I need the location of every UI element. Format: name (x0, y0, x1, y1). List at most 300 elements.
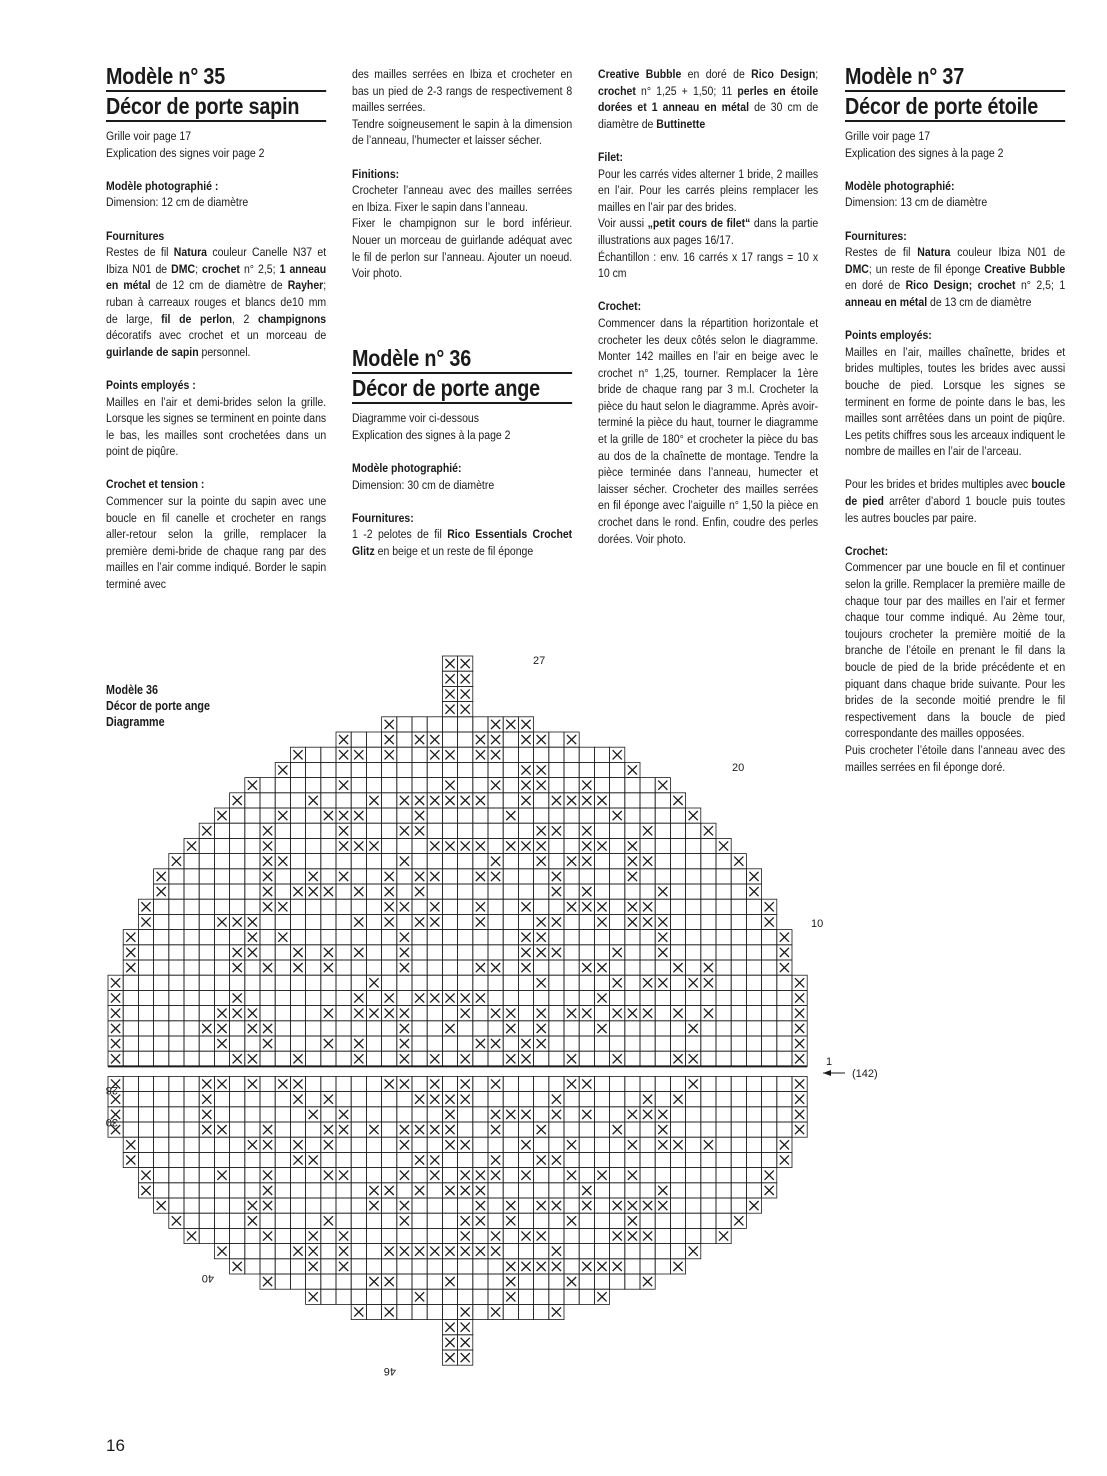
grid-cell (579, 1051, 594, 1066)
filled-cell-mark (354, 750, 363, 759)
filled-cell-mark (704, 963, 713, 972)
grid-cell (610, 1092, 625, 1107)
grid-cell (184, 1213, 199, 1228)
grid-cell (473, 1289, 488, 1304)
filled-cell-mark (491, 872, 500, 881)
grid-cell (412, 717, 427, 732)
grid-cell (169, 1122, 184, 1137)
filled-cell-mark (521, 781, 530, 790)
grid-cell (230, 854, 245, 869)
grid-cell (290, 1274, 305, 1289)
grid-cell (214, 930, 229, 945)
filled-cell-mark (263, 841, 272, 850)
filled-cell-mark (309, 872, 318, 881)
grid-cell (184, 990, 199, 1005)
grid-cell (473, 1006, 488, 1021)
filled-cell-mark (430, 917, 439, 926)
filled-cell-mark (445, 689, 454, 698)
grid-cell (306, 1183, 321, 1198)
filled-cell-mark (552, 1247, 561, 1256)
grid-cell (275, 1021, 290, 1036)
grid-cell (154, 1107, 169, 1122)
filled-cell-mark (263, 1024, 272, 1033)
filled-cell-mark (445, 1110, 454, 1119)
filled-cell-mark (582, 963, 591, 972)
grid-cell (275, 884, 290, 899)
filled-cell-mark (658, 1110, 667, 1119)
grid-cell (214, 1228, 229, 1243)
filled-cell-mark (795, 1054, 804, 1063)
grid-cell (549, 1183, 564, 1198)
grid-cell (762, 1137, 777, 1152)
grid-cell (382, 1051, 397, 1066)
grid-cell (382, 1259, 397, 1274)
grid-cell (245, 1107, 260, 1122)
modele-35-continued: des mailles serrées en Ibiza et crocheter en bas un pied de 2-3 rangs de respectivement 8 mailles serrées. Tendre soigneusement le sapin à la dimension de l’anneau, l’humecter et laisser sécher. (352, 67, 573, 148)
grid-cell (534, 960, 549, 975)
grid-cell (336, 1036, 351, 1051)
grid-cell (138, 945, 153, 960)
filled-cell-mark (324, 1125, 333, 1134)
grid-cell (746, 960, 761, 975)
grid-cell (169, 975, 184, 990)
grid-cell (594, 854, 609, 869)
grid-cell (306, 808, 321, 823)
grid-cell (746, 1152, 761, 1167)
grid-cell (275, 1168, 290, 1183)
grid-cell (458, 1289, 473, 1304)
filled-cell-mark (430, 750, 439, 759)
grid-cell (275, 945, 290, 960)
modele-36-crochet: Crochet: Commencer dans la répartition horizontale et crocheter les deux côtés selon le diagramme. Monter 142 mailles en l’air en beige avec le crochet n° 1,25, tourner. Remplacer la 1ère bride de chaque rang par 3 m.l. Crocheter la pièce du haut selon le diagramme. Après avoir-terminé la pièce du haut, tourner le diagramme et la grille de 180° et crocheter la pièce du bas au dos de la chaînette de montage. Tendre la pièce terminée dans l’anneau, humecter et laisser sécher. Crocheter des mailles serrées en fil éponge avec l’aiguille n° 1,50 la pièce en crochet dans le rond. Enfin, coudre des perles dorées. Voir photo. (598, 299, 819, 546)
filled-cell-mark (461, 1140, 470, 1149)
grid-cell (518, 1183, 533, 1198)
grid-cell (184, 854, 199, 869)
grid-cell (442, 1228, 457, 1243)
grid-cell (640, 990, 655, 1005)
filled-cell-mark (202, 1079, 211, 1088)
filled-cell-mark (643, 1095, 652, 1104)
grid-cell (366, 1051, 381, 1066)
grid-cell (731, 884, 746, 899)
filled-cell-mark (430, 841, 439, 850)
grid-cell (488, 838, 503, 853)
filled-cell-mark (339, 781, 348, 790)
grid-cell (777, 1021, 792, 1036)
grid-cell (199, 899, 214, 914)
grid-cell (321, 762, 336, 777)
grid-cell (306, 960, 321, 975)
grid-cell (275, 975, 290, 990)
grid-cell (290, 1213, 305, 1228)
grid-cell (245, 975, 260, 990)
grid-cell (442, 1076, 457, 1091)
filled-cell-mark (567, 902, 576, 911)
modele-37-pied: Pour les brides et brides multiples avec boucle de pied arrêter d’abord 1 boucle puis toutes les autres boucles par paire. (845, 477, 1066, 525)
filled-cell-mark (719, 1231, 728, 1240)
grid-cell (442, 854, 457, 869)
grid-cell (351, 1076, 366, 1091)
grid-cell (199, 869, 214, 884)
grid-cell (442, 717, 457, 732)
grid-cell (594, 884, 609, 899)
grid-cell (701, 1213, 716, 1228)
grid-cell (184, 960, 199, 975)
filled-cell-mark (400, 1079, 409, 1088)
grid-cell (579, 1244, 594, 1259)
grid-cell (458, 899, 473, 914)
grid-cell (473, 1092, 488, 1107)
grid-cell (625, 1021, 640, 1036)
filled-cell-mark (461, 1307, 470, 1316)
grid-cell (731, 960, 746, 975)
grid-cell (169, 869, 184, 884)
grid-cell (351, 1137, 366, 1152)
grid-cell (549, 975, 564, 990)
grid-cell (184, 1122, 199, 1137)
grid-cell (275, 778, 290, 793)
grid-cell (579, 1152, 594, 1167)
grid-cell (366, 1137, 381, 1152)
grid-cell (579, 945, 594, 960)
filled-cell-mark (537, 1201, 546, 1210)
grid-cell (686, 823, 701, 838)
grid-cell (610, 990, 625, 1005)
filled-cell-mark (369, 978, 378, 987)
grid-cell (746, 899, 761, 914)
grid-cell (138, 1006, 153, 1021)
grid-cell (245, 823, 260, 838)
grid-cell (610, 1213, 625, 1228)
grid-cell (169, 1137, 184, 1152)
grid-cell (382, 945, 397, 960)
grid-cell (670, 1122, 685, 1137)
stitch-count: (142) (852, 1068, 878, 1080)
grid-cell (503, 1122, 518, 1137)
filled-cell-mark (369, 1125, 378, 1134)
filled-cell-mark (643, 826, 652, 835)
grid-cell (579, 975, 594, 990)
grid-cell (123, 990, 138, 1005)
filled-cell-mark (293, 887, 302, 896)
grid-cell (290, 869, 305, 884)
filled-cell-mark (491, 1079, 500, 1088)
filled-cell-mark (521, 1110, 530, 1119)
filled-cell-mark (400, 1201, 409, 1210)
filled-cell-mark (430, 872, 439, 881)
filled-cell-mark (430, 1054, 439, 1063)
filled-cell-mark (491, 1307, 500, 1316)
column-modele-36 (352, 66, 572, 576)
grid-cell (549, 1021, 564, 1036)
grid-cell (670, 854, 685, 869)
grid-cell (245, 1092, 260, 1107)
filled-cell-mark (597, 841, 606, 850)
row-label-46: 46 (383, 1365, 396, 1377)
filled-cell-mark (248, 1079, 257, 1088)
grid-cell (306, 945, 321, 960)
filled-cell-mark (491, 1125, 500, 1134)
grid-cell (123, 1107, 138, 1122)
grid-cell (640, 1137, 655, 1152)
filled-cell-mark (445, 1338, 454, 1347)
grid-cell (366, 1289, 381, 1304)
grid-cell (534, 884, 549, 899)
grid-cell (199, 1183, 214, 1198)
grid-cell (397, 747, 412, 762)
filled-cell-mark (506, 1216, 515, 1225)
filled-cell-mark (445, 1323, 454, 1332)
filled-cell-mark (354, 993, 363, 1002)
grid-cell (488, 1213, 503, 1228)
filled-cell-mark (673, 1140, 682, 1149)
grid-cell (686, 1036, 701, 1051)
grid-cell (564, 1228, 579, 1243)
grid-cell (746, 1051, 761, 1066)
grid-cell (154, 1021, 169, 1036)
grid-cell (214, 1213, 229, 1228)
grid-cell (655, 960, 670, 975)
filled-cell-mark (430, 993, 439, 1002)
grid-cell (275, 1274, 290, 1289)
grid-cell (488, 914, 503, 929)
grid-cell (275, 914, 290, 929)
grid-cell (640, 1183, 655, 1198)
filled-cell-mark (461, 1171, 470, 1180)
grid-cell (625, 778, 640, 793)
grid-cell (534, 869, 549, 884)
grid-cell (366, 1152, 381, 1167)
filled-cell-mark (628, 1201, 637, 1210)
grid-cell (306, 778, 321, 793)
grid-cell (473, 1228, 488, 1243)
filled-cell-mark (445, 1095, 454, 1104)
filled-cell-mark (430, 1247, 439, 1256)
grid-cell (534, 990, 549, 1005)
grid-cell (442, 732, 457, 747)
grid-cell (594, 1076, 609, 1091)
grid-cell (488, 884, 503, 899)
grid-cell (655, 1006, 670, 1021)
grid-cell (610, 823, 625, 838)
grid-cell (397, 1304, 412, 1319)
grid-cell (686, 854, 701, 869)
filled-cell-mark (658, 1186, 667, 1195)
grid-cell (670, 808, 685, 823)
grid-cell (184, 945, 199, 960)
grid-cell (184, 1107, 199, 1122)
grid-cell (397, 778, 412, 793)
filled-cell-mark (293, 963, 302, 972)
grid-cell (336, 1183, 351, 1198)
grid-cell (336, 1006, 351, 1021)
filled-cell-mark (476, 902, 485, 911)
grid-cell (701, 1228, 716, 1243)
grid-cell (138, 1021, 153, 1036)
grid-cell (336, 793, 351, 808)
grid-cell (412, 1228, 427, 1243)
grid-cell (199, 1137, 214, 1152)
filled-cell-mark (658, 887, 667, 896)
filled-cell-mark (567, 1140, 576, 1149)
filled-cell-mark (126, 963, 135, 972)
grid-cell (777, 975, 792, 990)
grid-cell (731, 1006, 746, 1021)
grid-cell (366, 854, 381, 869)
grid-cell (655, 899, 670, 914)
filled-cell-mark (248, 933, 257, 942)
grid-cell (336, 1213, 351, 1228)
grid-cell (230, 1076, 245, 1091)
filled-cell-mark (749, 1201, 758, 1210)
grid-cell (336, 1021, 351, 1036)
grid-cell (655, 1228, 670, 1243)
grid-cell (534, 1213, 549, 1228)
filled-cell-mark (506, 1262, 515, 1271)
filled-cell-mark (461, 796, 470, 805)
grid-cell (306, 930, 321, 945)
filled-cell-mark (445, 796, 454, 805)
grid-cell (716, 914, 731, 929)
grid-cell (199, 1213, 214, 1228)
filled-cell-mark (476, 1216, 485, 1225)
filled-cell-mark (141, 917, 150, 926)
grid-cell (169, 1021, 184, 1036)
filled-cell-mark (111, 993, 120, 1002)
grid-cell (670, 914, 685, 929)
grid-cell (594, 1137, 609, 1152)
grid-cell (169, 914, 184, 929)
grid-cell (442, 808, 457, 823)
grid-cell (169, 1183, 184, 1198)
filled-cell-mark (430, 1095, 439, 1104)
filled-cell-mark (369, 1186, 378, 1195)
grid-cell (670, 838, 685, 853)
grid-cell (625, 975, 640, 990)
filled-cell-mark (734, 1216, 743, 1225)
grid-cell (549, 1036, 564, 1051)
grid-cell (154, 1122, 169, 1137)
grid-cell (473, 1107, 488, 1122)
grid-cell (154, 899, 169, 914)
grid-cell (184, 1198, 199, 1213)
grid-cell (442, 1051, 457, 1066)
filled-cell-mark (552, 948, 561, 957)
grid-cell (184, 1021, 199, 1036)
grid-cell (336, 762, 351, 777)
grid-cell (518, 1274, 533, 1289)
grid-cell (488, 823, 503, 838)
grid-cell (427, 945, 442, 960)
grid-cell (427, 854, 442, 869)
filled-cell-mark (537, 978, 546, 987)
filled-cell-mark (537, 1125, 546, 1134)
grid-cell (625, 808, 640, 823)
filled-cell-mark (613, 1201, 622, 1210)
grid-cell (169, 930, 184, 945)
grid-cell (442, 899, 457, 914)
filled-cell-mark (613, 1231, 622, 1240)
grid-cell (412, 1259, 427, 1274)
grid-cell (655, 990, 670, 1005)
grid-cell (731, 1036, 746, 1051)
grid-cell (382, 762, 397, 777)
modele-37-photo: Modèle photographié: Dimension: 13 cm de diamètre (845, 178, 988, 210)
grid-cell (610, 1137, 625, 1152)
grid-cell (701, 1198, 716, 1213)
grid-cell (199, 1228, 214, 1243)
grid-cell (336, 990, 351, 1005)
grid-cell (564, 747, 579, 762)
grid-cell (321, 1021, 336, 1036)
grid-cell (138, 975, 153, 990)
filled-cell-mark (217, 811, 226, 820)
grid-cell (154, 1152, 169, 1167)
grid-cell (275, 1244, 290, 1259)
grid-cell (397, 1274, 412, 1289)
grid-cell (351, 854, 366, 869)
grid-cell (260, 1051, 275, 1066)
grid-cell (199, 990, 214, 1005)
grid-cell (290, 1228, 305, 1243)
grid-cell (321, 1152, 336, 1167)
grid-cell (230, 869, 245, 884)
grid-cell (625, 930, 640, 945)
grid-cell (579, 1036, 594, 1051)
filled-cell-mark (537, 933, 546, 942)
grid-cell (731, 869, 746, 884)
grid-cell (686, 1228, 701, 1243)
grid-cell (579, 1168, 594, 1183)
filled-cell-mark (613, 948, 622, 957)
grid-cell (503, 930, 518, 945)
grid-cell (184, 1152, 199, 1167)
grid-cell (336, 1198, 351, 1213)
filled-cell-mark (293, 1095, 302, 1104)
filled-cell-mark (415, 1247, 424, 1256)
grid-cell (488, 1259, 503, 1274)
grid-cell (138, 1036, 153, 1051)
filled-cell-mark (445, 781, 454, 790)
grid-cell (716, 1122, 731, 1137)
grid-cell (564, 945, 579, 960)
grid-cell (366, 762, 381, 777)
grid-cell (458, 1021, 473, 1036)
filled-cell-mark (521, 1171, 530, 1180)
grid-cell (610, 854, 625, 869)
grid-cell (610, 1021, 625, 1036)
filled-cell-mark (445, 674, 454, 683)
grid-cell (716, 1092, 731, 1107)
filled-cell-mark (278, 933, 287, 942)
filled-cell-mark (491, 963, 500, 972)
filled-cell-mark (157, 1201, 166, 1210)
grid-cell (549, 1006, 564, 1021)
row-label-1: 1 (826, 1056, 833, 1068)
filled-cell-mark (567, 1171, 576, 1180)
filled-cell-mark (521, 1262, 530, 1271)
grid-cell (351, 1228, 366, 1243)
grid-cell (746, 1006, 761, 1021)
grid-cell (199, 884, 214, 899)
filled-cell-mark (385, 720, 394, 729)
grid-cell (564, 1152, 579, 1167)
grid-cell (549, 854, 564, 869)
grid-cell (306, 990, 321, 1005)
grid-cell (716, 960, 731, 975)
filled-cell-mark (126, 948, 135, 957)
page-number: 16 (106, 1436, 125, 1455)
